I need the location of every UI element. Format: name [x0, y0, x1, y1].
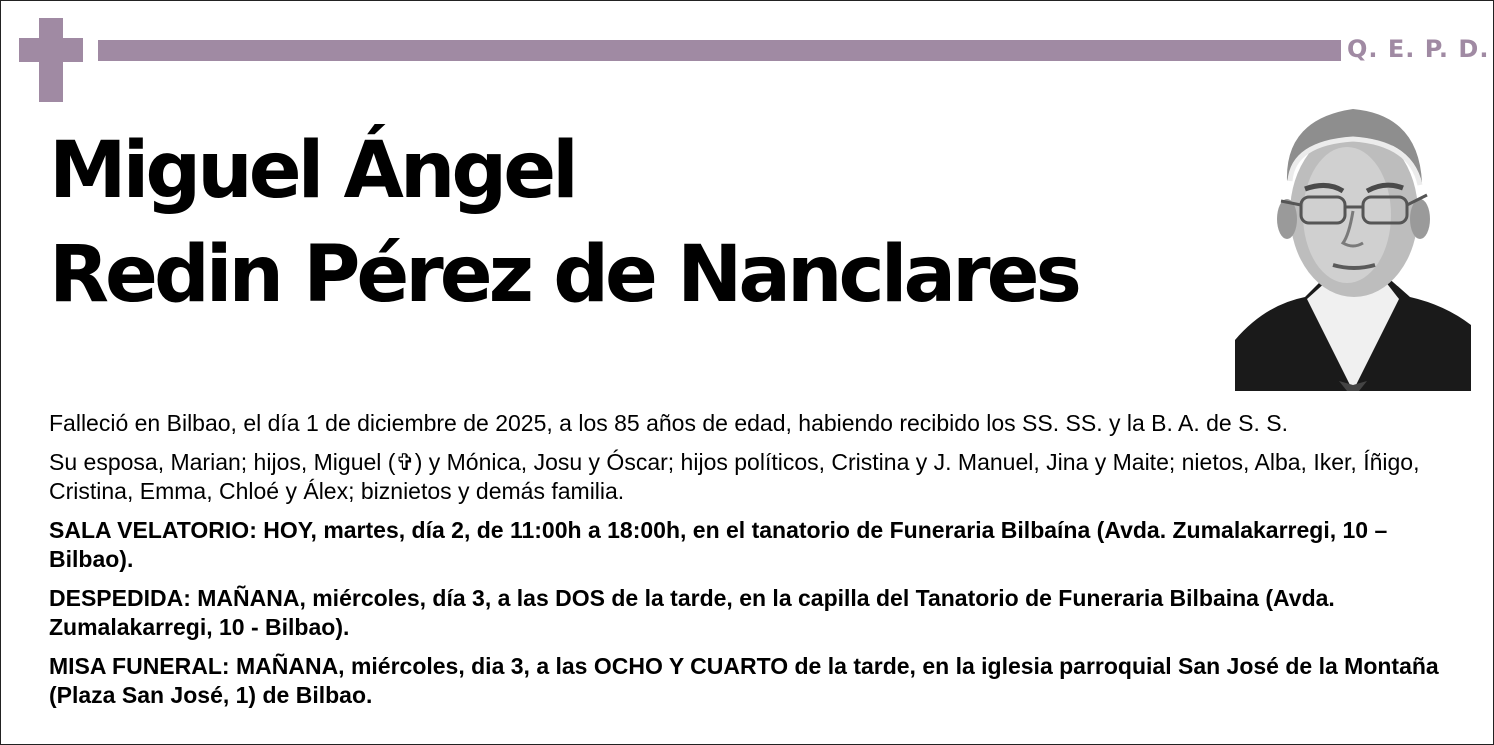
farewell-paragraph: DESPEDIDA: MAÑANA, miércoles, día 3, a las DOS de la tarde, en la capilla del Tanatorio de Funeraria Bilbaina (Avda. Zumalakarregi, 10 - Bilbao). — [49, 585, 1335, 640]
portrait-photo — [1235, 85, 1471, 391]
qepd-label: Q. E. P. D. — [1347, 35, 1490, 63]
wake-paragraph: SALA VELATORIO: HOY, martes, día 2, de 11:00h a 18:00h, en el tanatorio de Funeraria Bilbaína (Avda. Zumalakarregi, 10 – Bilbao). — [49, 517, 1388, 572]
family-paragraph: Su esposa, Marian; hijos, Miguel (✞) y Mónica, Josu y Óscar; hijos políticos, Cristina y J. Manuel, Jina y Maite; nietos, Alba, Iker, Íñigo, Cristina, Emma, Chloé y Álex; biznietos y demás familia. — [49, 449, 1420, 504]
name-line-2: Redin Pérez de Nanclares — [49, 230, 1078, 320]
deceased-name — [49, 119, 1078, 327]
name-line-1: Miguel Ángel — [49, 126, 575, 216]
notice-body — [49, 409, 1454, 720]
mass-paragraph: MISA FUNERAL: MAÑANA, miércoles, dia 3, a las OCHO Y CUARTO de la tarde, en la iglesia parroquial San José de la Montaña (Plaza San José, 1) de Bilbao. — [49, 653, 1439, 708]
header-rule — [98, 40, 1341, 61]
death-paragraph: Falleció en Bilbao, el día 1 de diciembre de 2025, a los 85 años de edad, habiendo recibido los SS. SS. y la B. A. de S. S. — [49, 410, 1288, 436]
